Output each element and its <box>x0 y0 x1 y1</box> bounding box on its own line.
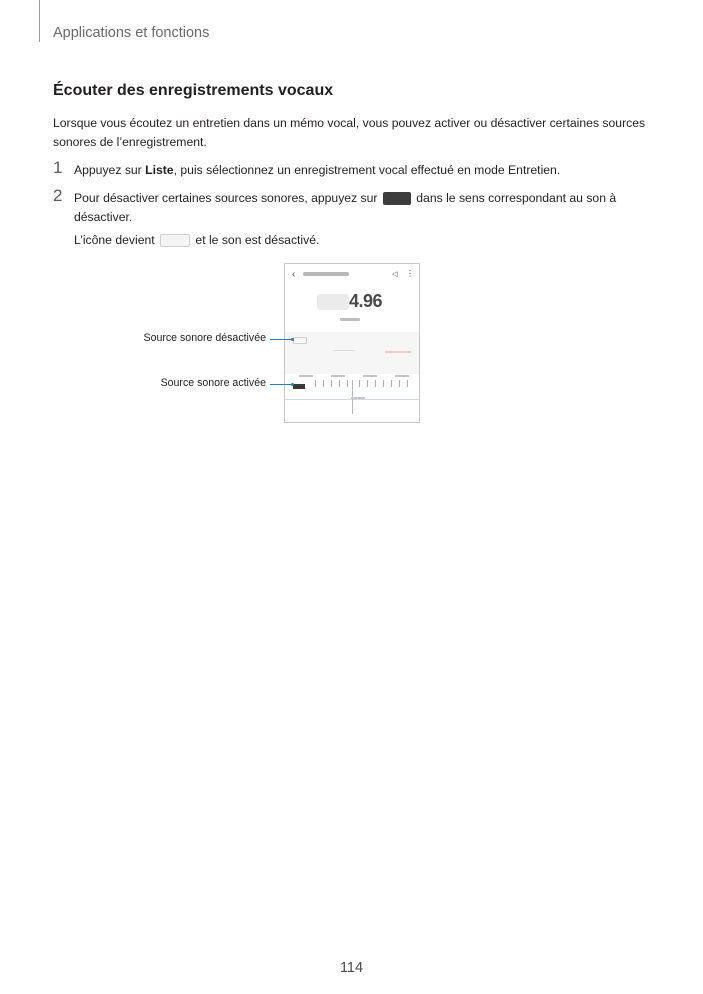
timeline-tick <box>315 380 316 387</box>
timeline-tick <box>399 380 400 387</box>
callout-label-disabled: Source sonore désactivée <box>143 332 266 344</box>
list-term: Liste <box>145 163 174 177</box>
step-2-note <box>74 231 319 250</box>
waveform-marker <box>385 351 411 353</box>
timeline-tick <box>367 380 368 387</box>
step-text-part: dans le sens correspondant au son à désactiver. <box>74 191 617 224</box>
callout-label-enabled: Source sonore activée <box>160 377 266 389</box>
page-number: 114 <box>339 960 364 976</box>
step-text-part: Pour désactiver certaines sources sonores, appuyez sur <box>74 191 381 205</box>
waveform-line <box>333 350 355 351</box>
duration-placeholder <box>340 318 360 321</box>
on-toggle-icon <box>383 192 411 205</box>
speaker-icon: ◁ <box>392 271 398 278</box>
direction-label <box>363 375 377 377</box>
more-options-icon: ⋮ <box>406 269 414 278</box>
step-number: 2 <box>53 186 63 205</box>
step-text-part: Appuyez sur <box>74 163 146 177</box>
playback-time: 4.96 <box>349 291 383 311</box>
timeline-tick <box>359 380 360 387</box>
timeline-tick <box>323 380 324 387</box>
callout-dot-disabled <box>291 338 294 341</box>
note-text-part: L’icône devient <box>74 233 159 247</box>
timeline-tick <box>347 380 348 387</box>
callout-line-disabled <box>270 339 292 340</box>
timeline-label-placeholder <box>351 397 365 399</box>
timeline-tick <box>383 380 384 387</box>
phone-screenshot <box>284 263 420 423</box>
elapsed-time-blur <box>317 294 349 310</box>
timeline-tick <box>331 380 332 387</box>
source-off-toggle[interactable] <box>293 337 307 344</box>
direction-label <box>395 375 409 377</box>
note-text-part: et le son est désactivé. <box>192 233 320 247</box>
running-header: Applications et fonctions <box>53 25 210 41</box>
source-on-toggle[interactable] <box>293 384 305 389</box>
callout-line-enabled <box>270 384 292 385</box>
margin-rule <box>39 0 40 42</box>
recording-title-placeholder <box>303 272 349 276</box>
timeline-tick <box>375 380 376 387</box>
off-toggle-icon <box>160 234 190 247</box>
timeline-tick <box>391 380 392 387</box>
step-text-part: , puis sélectionnez un enregistrement vocal effectué en mode Entretien. <box>173 163 561 177</box>
direction-label <box>331 375 345 377</box>
callout-dot-enabled <box>291 383 294 386</box>
step-text <box>74 161 654 180</box>
timeline-tick <box>407 380 408 387</box>
timeline-tick <box>339 380 340 387</box>
step-number: 1 <box>53 158 63 177</box>
back-arrow-icon: ‹ <box>292 269 296 280</box>
section-title: Écouter des enregistrements vocaux <box>53 82 334 99</box>
intro-paragraph: Lorsque vous écoutez un entretien dans un mémo vocal, vous pouvez activer ou désactiver certaines sources sonores de l’enregistrement. <box>53 116 646 149</box>
direction-label <box>299 375 313 377</box>
step-text <box>74 189 654 227</box>
